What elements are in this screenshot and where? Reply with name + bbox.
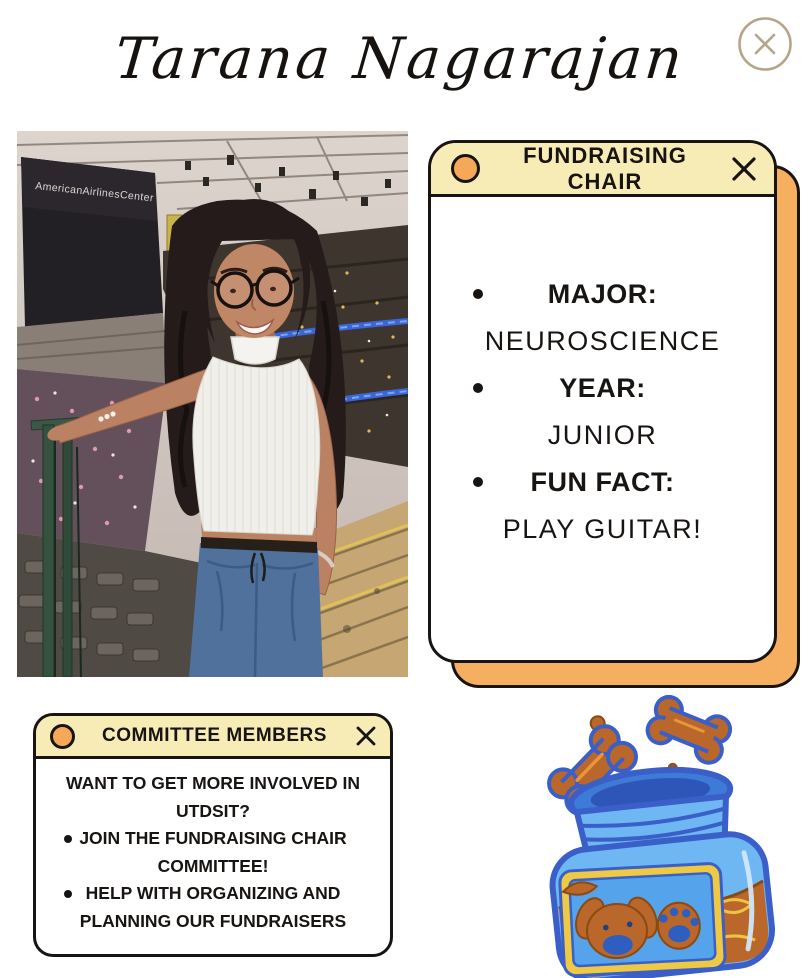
item-value: JUNIOR xyxy=(547,420,658,450)
bullet-icon xyxy=(64,835,72,843)
item-text: JOIN THE FUNDRAISING CHAIR COMMITTEE! xyxy=(79,828,347,876)
list-item xyxy=(52,825,374,880)
list-item xyxy=(431,365,774,459)
item-value: PLAY GUITAR! xyxy=(502,514,703,544)
committee-card-title: COMMITTEE MEMBERS xyxy=(102,725,327,746)
jumbotron-screen xyxy=(21,157,163,327)
list-item xyxy=(52,880,374,935)
committee-body xyxy=(36,759,390,935)
fundraising-card-title: FUNDRAISING CHAIR xyxy=(523,142,687,194)
list-item xyxy=(431,459,774,553)
card-close-icon[interactable] xyxy=(354,724,378,748)
card-close-icon[interactable] xyxy=(730,155,758,183)
list-item xyxy=(431,271,774,365)
collar xyxy=(231,337,279,364)
fundraising-card-header xyxy=(431,143,774,197)
bullet-icon xyxy=(64,890,72,898)
fundraising-card xyxy=(428,140,777,663)
bullet-icon xyxy=(473,289,483,299)
committee-intro: WANT TO GET MORE INVOLVED IN UTDSIT? xyxy=(66,773,360,821)
committee-card-header xyxy=(36,716,390,759)
fundraising-list xyxy=(431,197,774,553)
window-dot-icon xyxy=(50,724,75,749)
close-button[interactable] xyxy=(736,15,794,73)
dog-treat-jar-illustration xyxy=(497,686,810,978)
item-label: FUN FACT: xyxy=(530,467,675,497)
item-label: MAJOR: xyxy=(547,279,658,309)
item-text: HELP WITH ORGANIZING AND PLANNING OUR FUNDRAISERS xyxy=(79,883,347,931)
committee-card xyxy=(33,713,393,957)
profile-photo xyxy=(17,131,408,677)
white-top xyxy=(193,357,320,535)
bullet-icon xyxy=(473,477,483,487)
falling-bone xyxy=(644,693,734,767)
page-title: Tarana Nagarajan xyxy=(112,26,688,92)
bullet-icon xyxy=(473,383,483,393)
screen-text: AmericanAirlinesCenter xyxy=(34,180,155,205)
window-dot-icon xyxy=(451,154,480,183)
item-label: YEAR: xyxy=(559,373,646,403)
jar-label xyxy=(559,863,725,976)
item-value: NEUROSCIENCE xyxy=(484,326,721,356)
close-icon xyxy=(736,60,794,77)
